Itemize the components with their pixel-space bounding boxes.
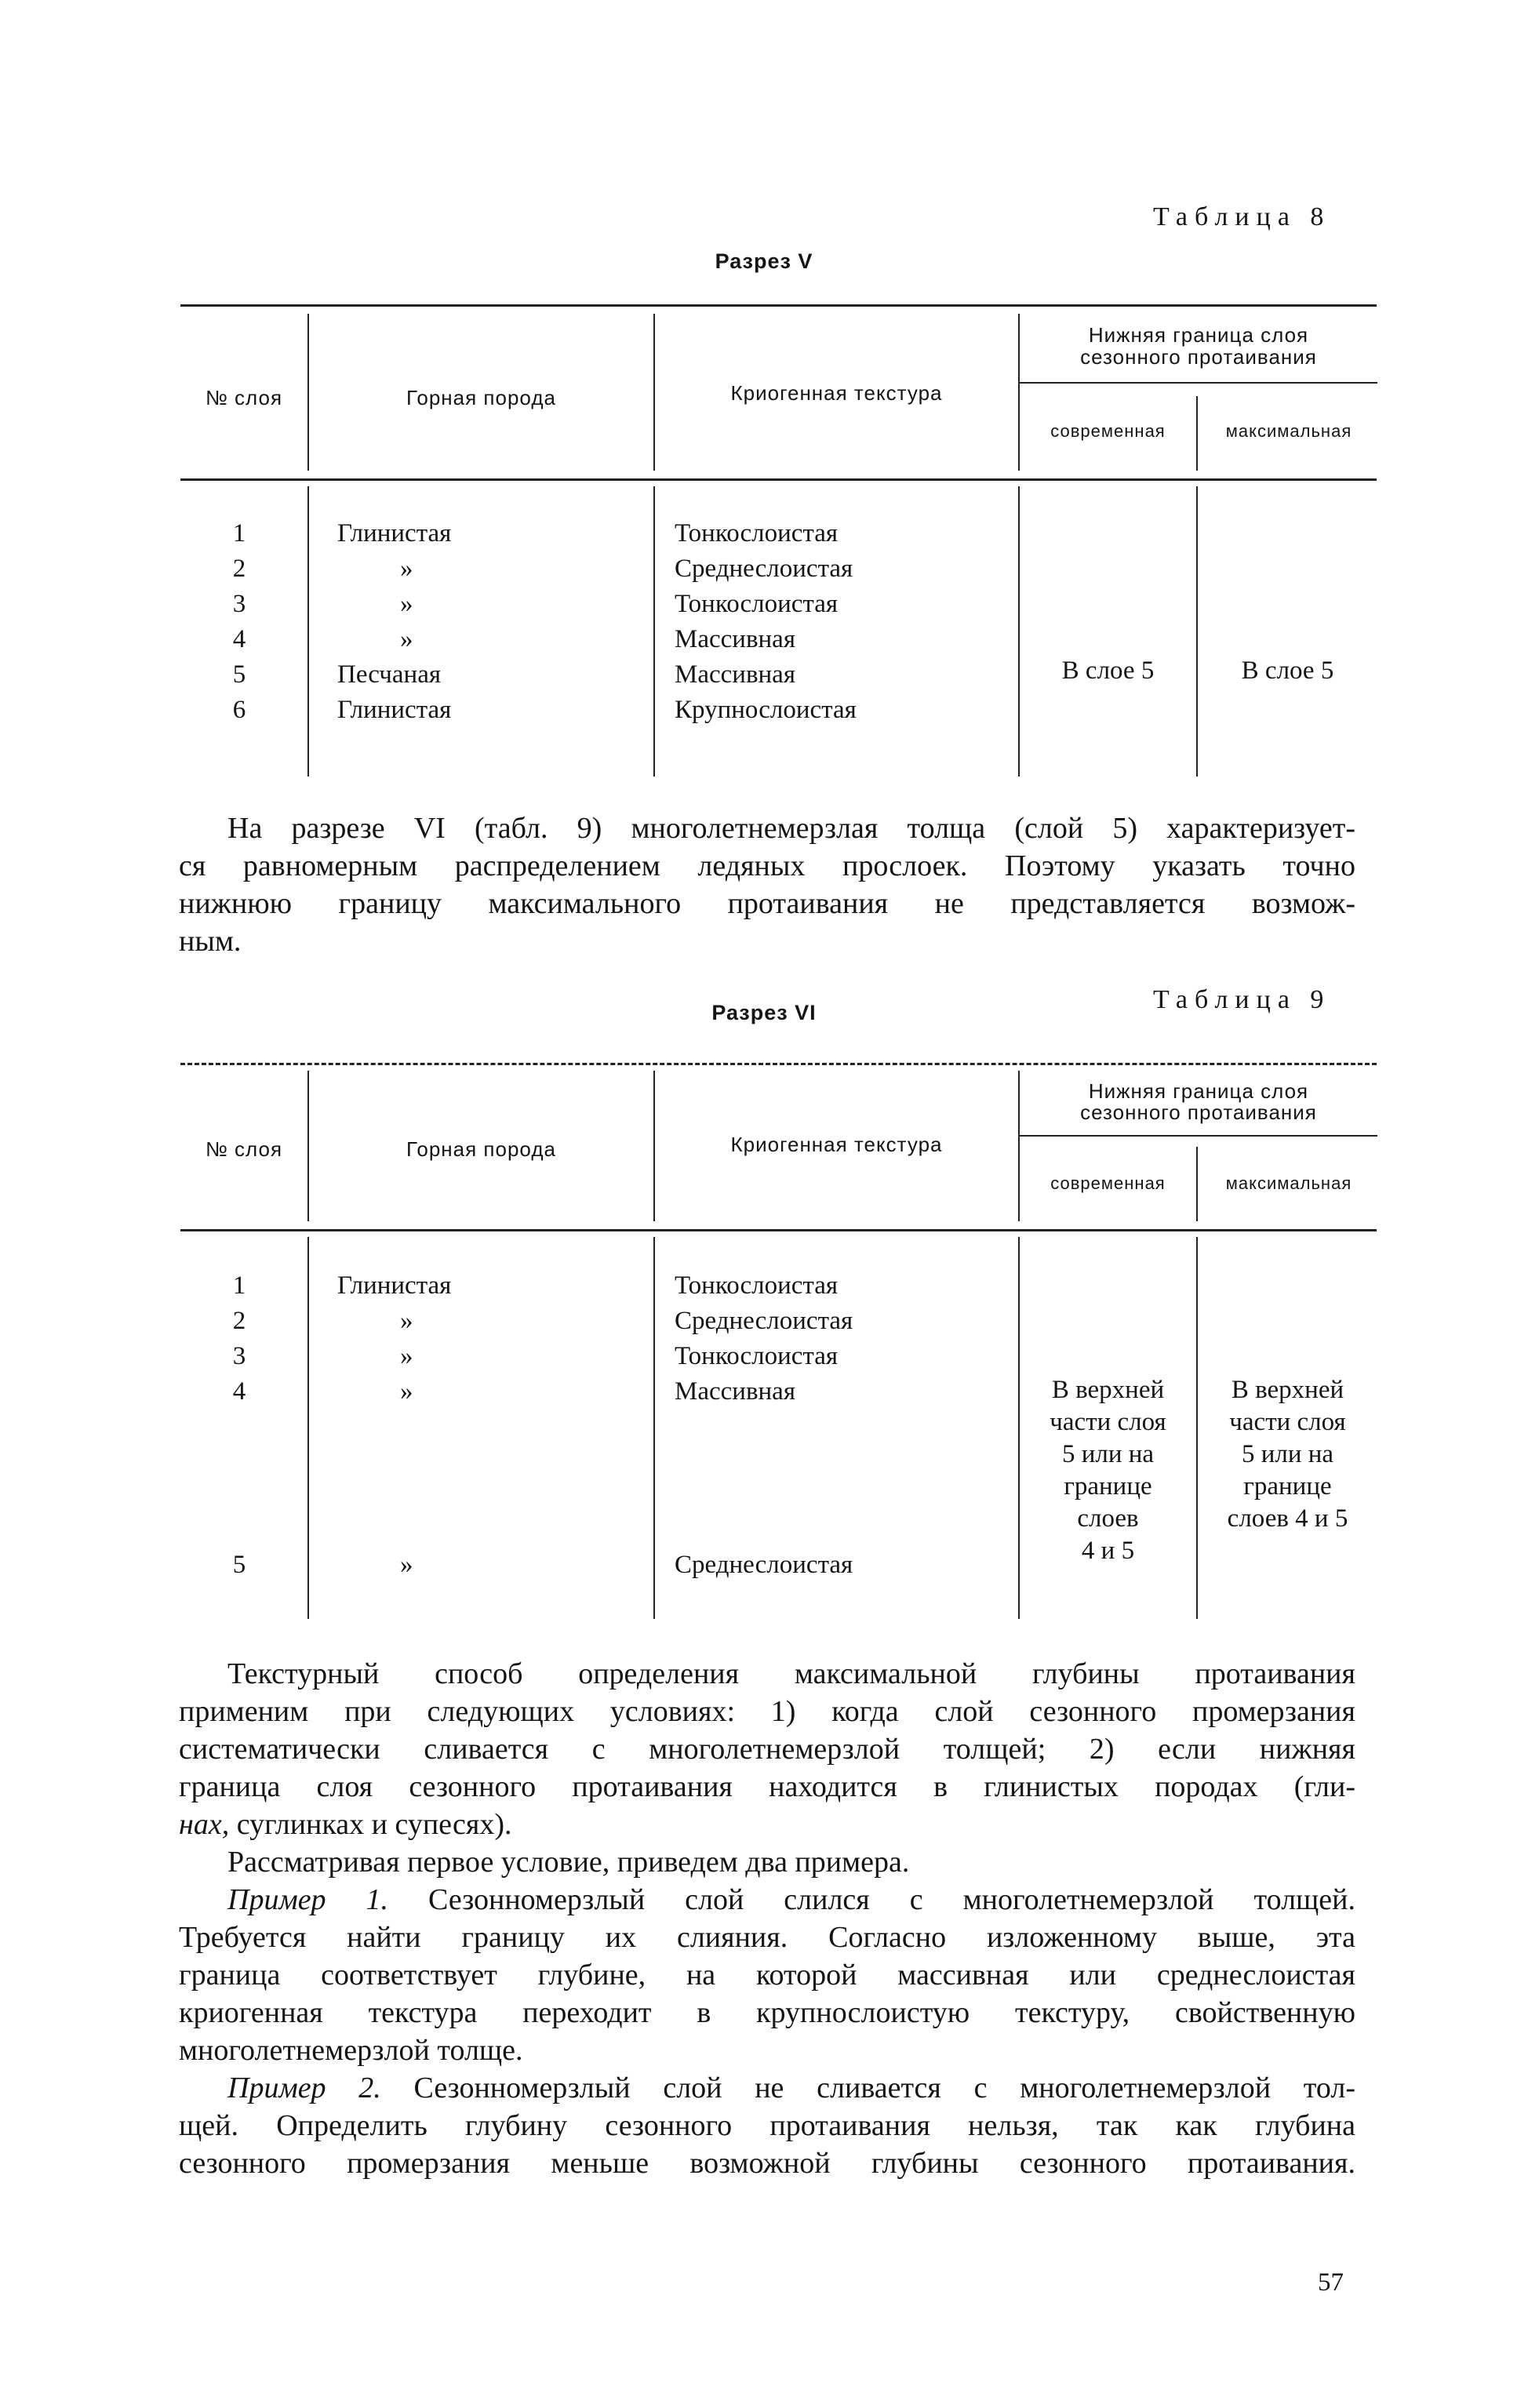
table8-col-divider [1196, 486, 1198, 777]
table8-header-boundary: Нижняя граница слоя [1088, 323, 1309, 347]
table9-label: Таблица 9 [1153, 985, 1331, 1014]
table9-cell-n: 1 [232, 1271, 246, 1300]
table9-current-line: В верхней [1051, 1376, 1165, 1404]
table8-cell-texture: Тонкослоистая [675, 590, 839, 618]
table8-col-divider [307, 486, 309, 777]
table9-cell-n: 3 [232, 1342, 246, 1370]
table9-cell-texture: Массивная [675, 1377, 796, 1406]
example2-label: Пример 2. [227, 2072, 381, 2104]
example1-label: Пример 1. [227, 1883, 389, 1916]
text-line: граница слоя сезонного протаивания находится в глинистых породах (гли- [179, 1770, 1355, 1803]
table8-header-max: максимальная [1225, 421, 1352, 441]
table8-header-texture: Криогенная текстура [730, 381, 943, 405]
table9-cell-rock: Глинистая [337, 1271, 452, 1300]
text-line: систематически сливается с многолетнемерзлой толщей; 2) если нижняя [179, 1733, 1355, 1766]
table8-cell-rock: Глинистая [337, 519, 452, 547]
table9-max-line: 5 или на [1241, 1440, 1334, 1468]
table9-header-rule [180, 1229, 1377, 1231]
table9-header-current: современная [1050, 1173, 1166, 1193]
table9-cell-texture: Среднеслоистая [675, 1551, 853, 1579]
table9-max-line: слоев 4 и 5 [1227, 1504, 1348, 1533]
table8-cell-rock: Песчаная [337, 660, 442, 689]
text-line: Требуется найти границу их слияния. Согласно изложенному выше, эта [179, 1921, 1355, 1954]
table8-cell-rock: Глинистая [337, 696, 452, 724]
table9-current-line: части слоя [1050, 1408, 1166, 1436]
table8-header-current: современная [1050, 421, 1166, 441]
table8-cell-texture: Массивная [675, 625, 796, 653]
table9-cell-n: 4 [232, 1377, 246, 1406]
table8-cell-texture: Массивная [675, 660, 796, 689]
table9-max-line: границе [1243, 1472, 1332, 1500]
text-line: щей. Определить глубину сезонного протаивания нельзя, так как глубина [179, 2109, 1355, 2142]
table8-title: Разрез V [715, 249, 813, 273]
italic-word: нах, [179, 1808, 230, 1841]
table9-col-divider [653, 1237, 655, 1619]
table9-subhead-rule [1018, 1135, 1377, 1137]
table9-header-boundary: Нижняя граница слоя [1088, 1079, 1309, 1103]
text-line: нижнюю границу максимального протаивания не представляется возмож- [179, 887, 1355, 920]
text-line [179, 1806, 1355, 1843]
table8-cell-n: 5 [232, 660, 246, 689]
paragraph-intro [179, 809, 1355, 960]
table9-cell-rock: » [400, 1551, 413, 1579]
table9-current-line: границе [1064, 1472, 1152, 1500]
table9-max-line: В верхней [1231, 1376, 1344, 1404]
table8-cell-texture: Крупнослоистая [675, 696, 857, 724]
table8-col-divider [653, 486, 655, 777]
table9-col-divider [307, 1237, 309, 1619]
paragraph-examples-intro: Рассматривая первое условие, приведем два примера. [227, 1846, 910, 1879]
text-line: многолетнемерзлой толще. [179, 2034, 523, 2067]
text-line: применим при следующих условиях: 1) когда слой сезонного промерзания [179, 1695, 1355, 1728]
table9-current-line: слоев [1077, 1504, 1139, 1533]
table8-cell-n: 4 [232, 625, 246, 653]
table9-cell-n: 5 [232, 1551, 246, 1579]
text-line: граница соответствует глубине, на которой массивная или среднеслоистая [179, 1959, 1355, 1992]
text-line: Текстурный способ определения максимальной глубины протаивания [227, 1657, 1355, 1690]
table9-cell-current [1020, 1374, 1196, 1567]
table8-header-boundary: сезонного протаивания [1080, 345, 1317, 369]
text-line: На разрезе VI (табл. 9) многолетнемерзлая толща (слой 5) характеризует- [227, 812, 1355, 845]
text-span: Сезонномерзлый слой слился с многолетнемерзлой толщей. [388, 1883, 1355, 1916]
table8-header-layer: № слоя [205, 386, 283, 409]
table9-cell-rock: » [400, 1307, 413, 1335]
text-span: Сезонномерзлый слой не сливается с многолетнемерзлой тол- [380, 2072, 1356, 2104]
text-span: суглинках и супесях). [229, 1808, 512, 1841]
table8-label: Таблица 8 [1153, 202, 1331, 231]
table9-cell-n: 2 [232, 1307, 246, 1335]
text-line: криогенная текстура переходит в крупнослоистую текстуру, свойственную [179, 1996, 1355, 2029]
page-number: 57 [1318, 2268, 1344, 2297]
example1-line [179, 1881, 1355, 1919]
table9-cell-max [1198, 1374, 1377, 1535]
table8-cell-rock: » [400, 590, 413, 618]
text-line: сезонного промерзания меньше возможной глубины сезонного протаивания. [179, 2147, 1355, 2180]
table8-cell-n: 3 [232, 590, 246, 618]
example2-line [179, 2069, 1355, 2107]
table8-cell-n: 1 [232, 519, 246, 547]
text-line: ным. [179, 925, 242, 958]
table9-header-texture: Криогенная текстура [730, 1133, 943, 1156]
table8-cell-rock: » [400, 555, 413, 583]
table8-subhead-rule [1018, 382, 1377, 384]
table8-col-divider [1018, 486, 1020, 777]
table9-current-line: 4 и 5 [1081, 1537, 1135, 1565]
table9-cell-texture: Тонкослоистая [675, 1342, 839, 1370]
table8-cell-rock: » [400, 625, 413, 653]
table9-cell-rock: » [400, 1342, 413, 1370]
table8-cell-n: 6 [232, 696, 246, 724]
table9-header-layer: № слоя [205, 1137, 283, 1161]
text-line: ся равномерным распределением ледяных прослоек. Поэтому указать точно [179, 849, 1355, 882]
table9-top-rule [180, 1063, 1377, 1065]
table8-top-rule [180, 304, 1377, 307]
table8-header-rock: Горная порода [406, 386, 556, 409]
table9-header-max: максимальная [1225, 1173, 1352, 1193]
table9-title: Разрез VI [711, 1001, 817, 1024]
table8-cell-max: В слое 5 [1241, 657, 1334, 685]
body-text [179, 1655, 1355, 2182]
table9-current-line: 5 или на [1061, 1440, 1155, 1468]
table9-header-boundary: сезонного протаивания [1080, 1100, 1317, 1124]
table9-cell-texture: Среднеслоистая [675, 1307, 853, 1335]
table9-cell-texture: Тонкослоистая [675, 1271, 839, 1300]
table8-cell-n: 2 [232, 555, 246, 583]
table8-header-rule [180, 478, 1377, 481]
table9-max-line: части слоя [1229, 1408, 1346, 1436]
table8-cell-texture: Тонкослоистая [675, 519, 839, 547]
table9-cell-rock: » [400, 1377, 413, 1406]
table8-cell-texture: Среднеслоистая [675, 555, 853, 583]
table9-header-rock: Горная порода [406, 1137, 556, 1161]
table8-cell-current: В слое 5 [1061, 657, 1155, 685]
